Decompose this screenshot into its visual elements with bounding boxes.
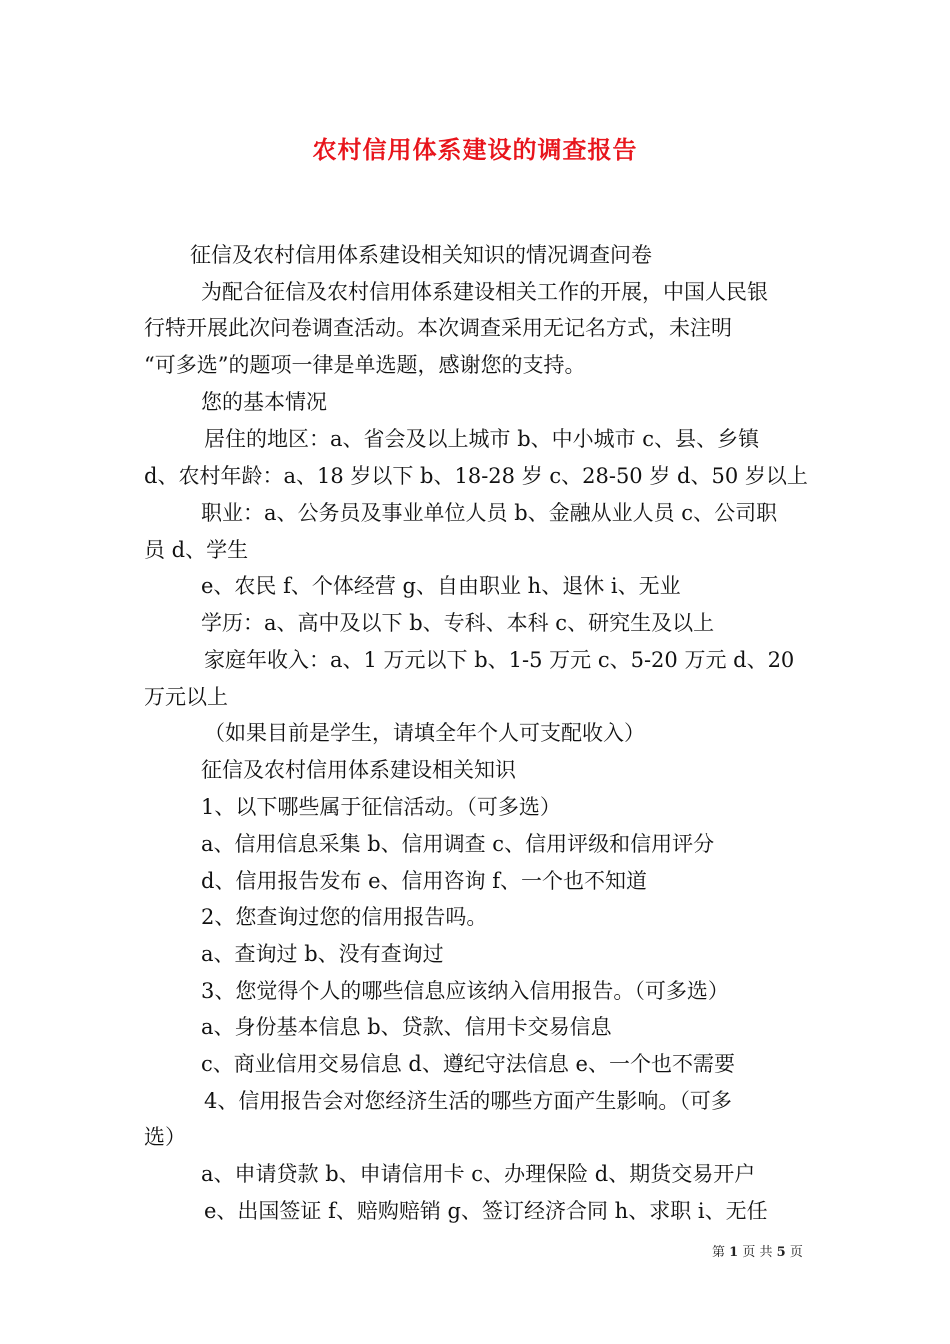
paragraph-line: 员 d、学生: [144, 538, 249, 562]
page-number-footer: [712, 1244, 803, 1262]
option-line: a、申请贷款 b、申请信用卡 c、办理保险 d、期货交易开户: [201, 1162, 756, 1186]
paragraph-line: e、农民 f、个体经营 g、自由职业 h、退休 i、无业: [201, 574, 681, 598]
paragraph-line: d、农村年龄：a、18 岁以下 b、18-28 岁 c、28-50 岁 d、50 岁以上: [144, 464, 808, 488]
option-line: a、查询过 b、没有查询过: [201, 942, 444, 966]
paragraph-line: 居住的地区：a、省会及以上城市 b、中小城市 c、县、乡镇: [204, 427, 760, 451]
document-title: 农村信用体系建设的调查报告: [312, 135, 638, 164]
paragraph-line: “可多选”的题项一律是单选题，感谢您的支持。: [144, 353, 586, 377]
section-heading: 您的基本情况: [201, 390, 327, 414]
paragraph-line: 职业：a、公务员及事业单位人员 b、金融从业人员 c、公司职: [201, 501, 778, 525]
question-line: 1、以下哪些属于征信活动。（可多选）: [201, 795, 561, 819]
paragraph-line: 万元以上: [144, 685, 228, 709]
paragraph-line: 为配合征信及农村信用体系建设相关工作的开展，中国人民银: [201, 280, 768, 304]
option-line: e、出国签证 f、赔购赔销 g、签订经济合同 h、求职 i、无任: [204, 1199, 768, 1223]
option-line: a、信用信息采集 b、信用调查 c、信用评级和信用评分: [201, 832, 715, 856]
total-pages-number: 5: [776, 1245, 786, 1260]
footer-middle: 页 共: [742, 1245, 773, 1260]
option-line: a、身份基本信息 b、贷款、信用卡交易信息: [201, 1015, 612, 1039]
survey-heading: 征信及农村信用体系建设相关知识的情况调查问卷: [190, 243, 652, 267]
paragraph-line: 学历：a、高中及以下 b、专科、本科 c、研究生及以上: [201, 611, 715, 635]
section-heading: 征信及农村信用体系建设相关知识: [201, 758, 516, 782]
question-line: 3、您觉得个人的哪些信息应该纳入信用报告。（可多选）: [201, 979, 729, 1003]
current-page-number: 1: [729, 1245, 739, 1260]
option-line: d、信用报告发布 e、信用咨询 f、一个也不知道: [201, 869, 647, 893]
footer-suffix: 页: [789, 1245, 803, 1260]
paragraph-line: 家庭年收入：a、1 万元以下 b、1-5 万元 c、5-20 万元 d、20: [204, 648, 795, 672]
question-line: 4、信用报告会对您经济生活的哪些方面产生影响。（可多: [204, 1089, 732, 1113]
paragraph-line: （如果目前是学生，请填全年个人可支配收入）: [204, 721, 645, 745]
question-line: 2、您查询过您的信用报告吗。: [201, 905, 488, 929]
footer-prefix: 第: [712, 1245, 726, 1260]
question-line: 选）: [144, 1125, 186, 1149]
paragraph-line: 行特开展此次问卷调查活动。本次调查采用无记名方式，未注明: [144, 316, 732, 340]
option-line: c、商业信用交易信息 d、遵纪守法信息 e、一个也不需要: [201, 1052, 735, 1076]
